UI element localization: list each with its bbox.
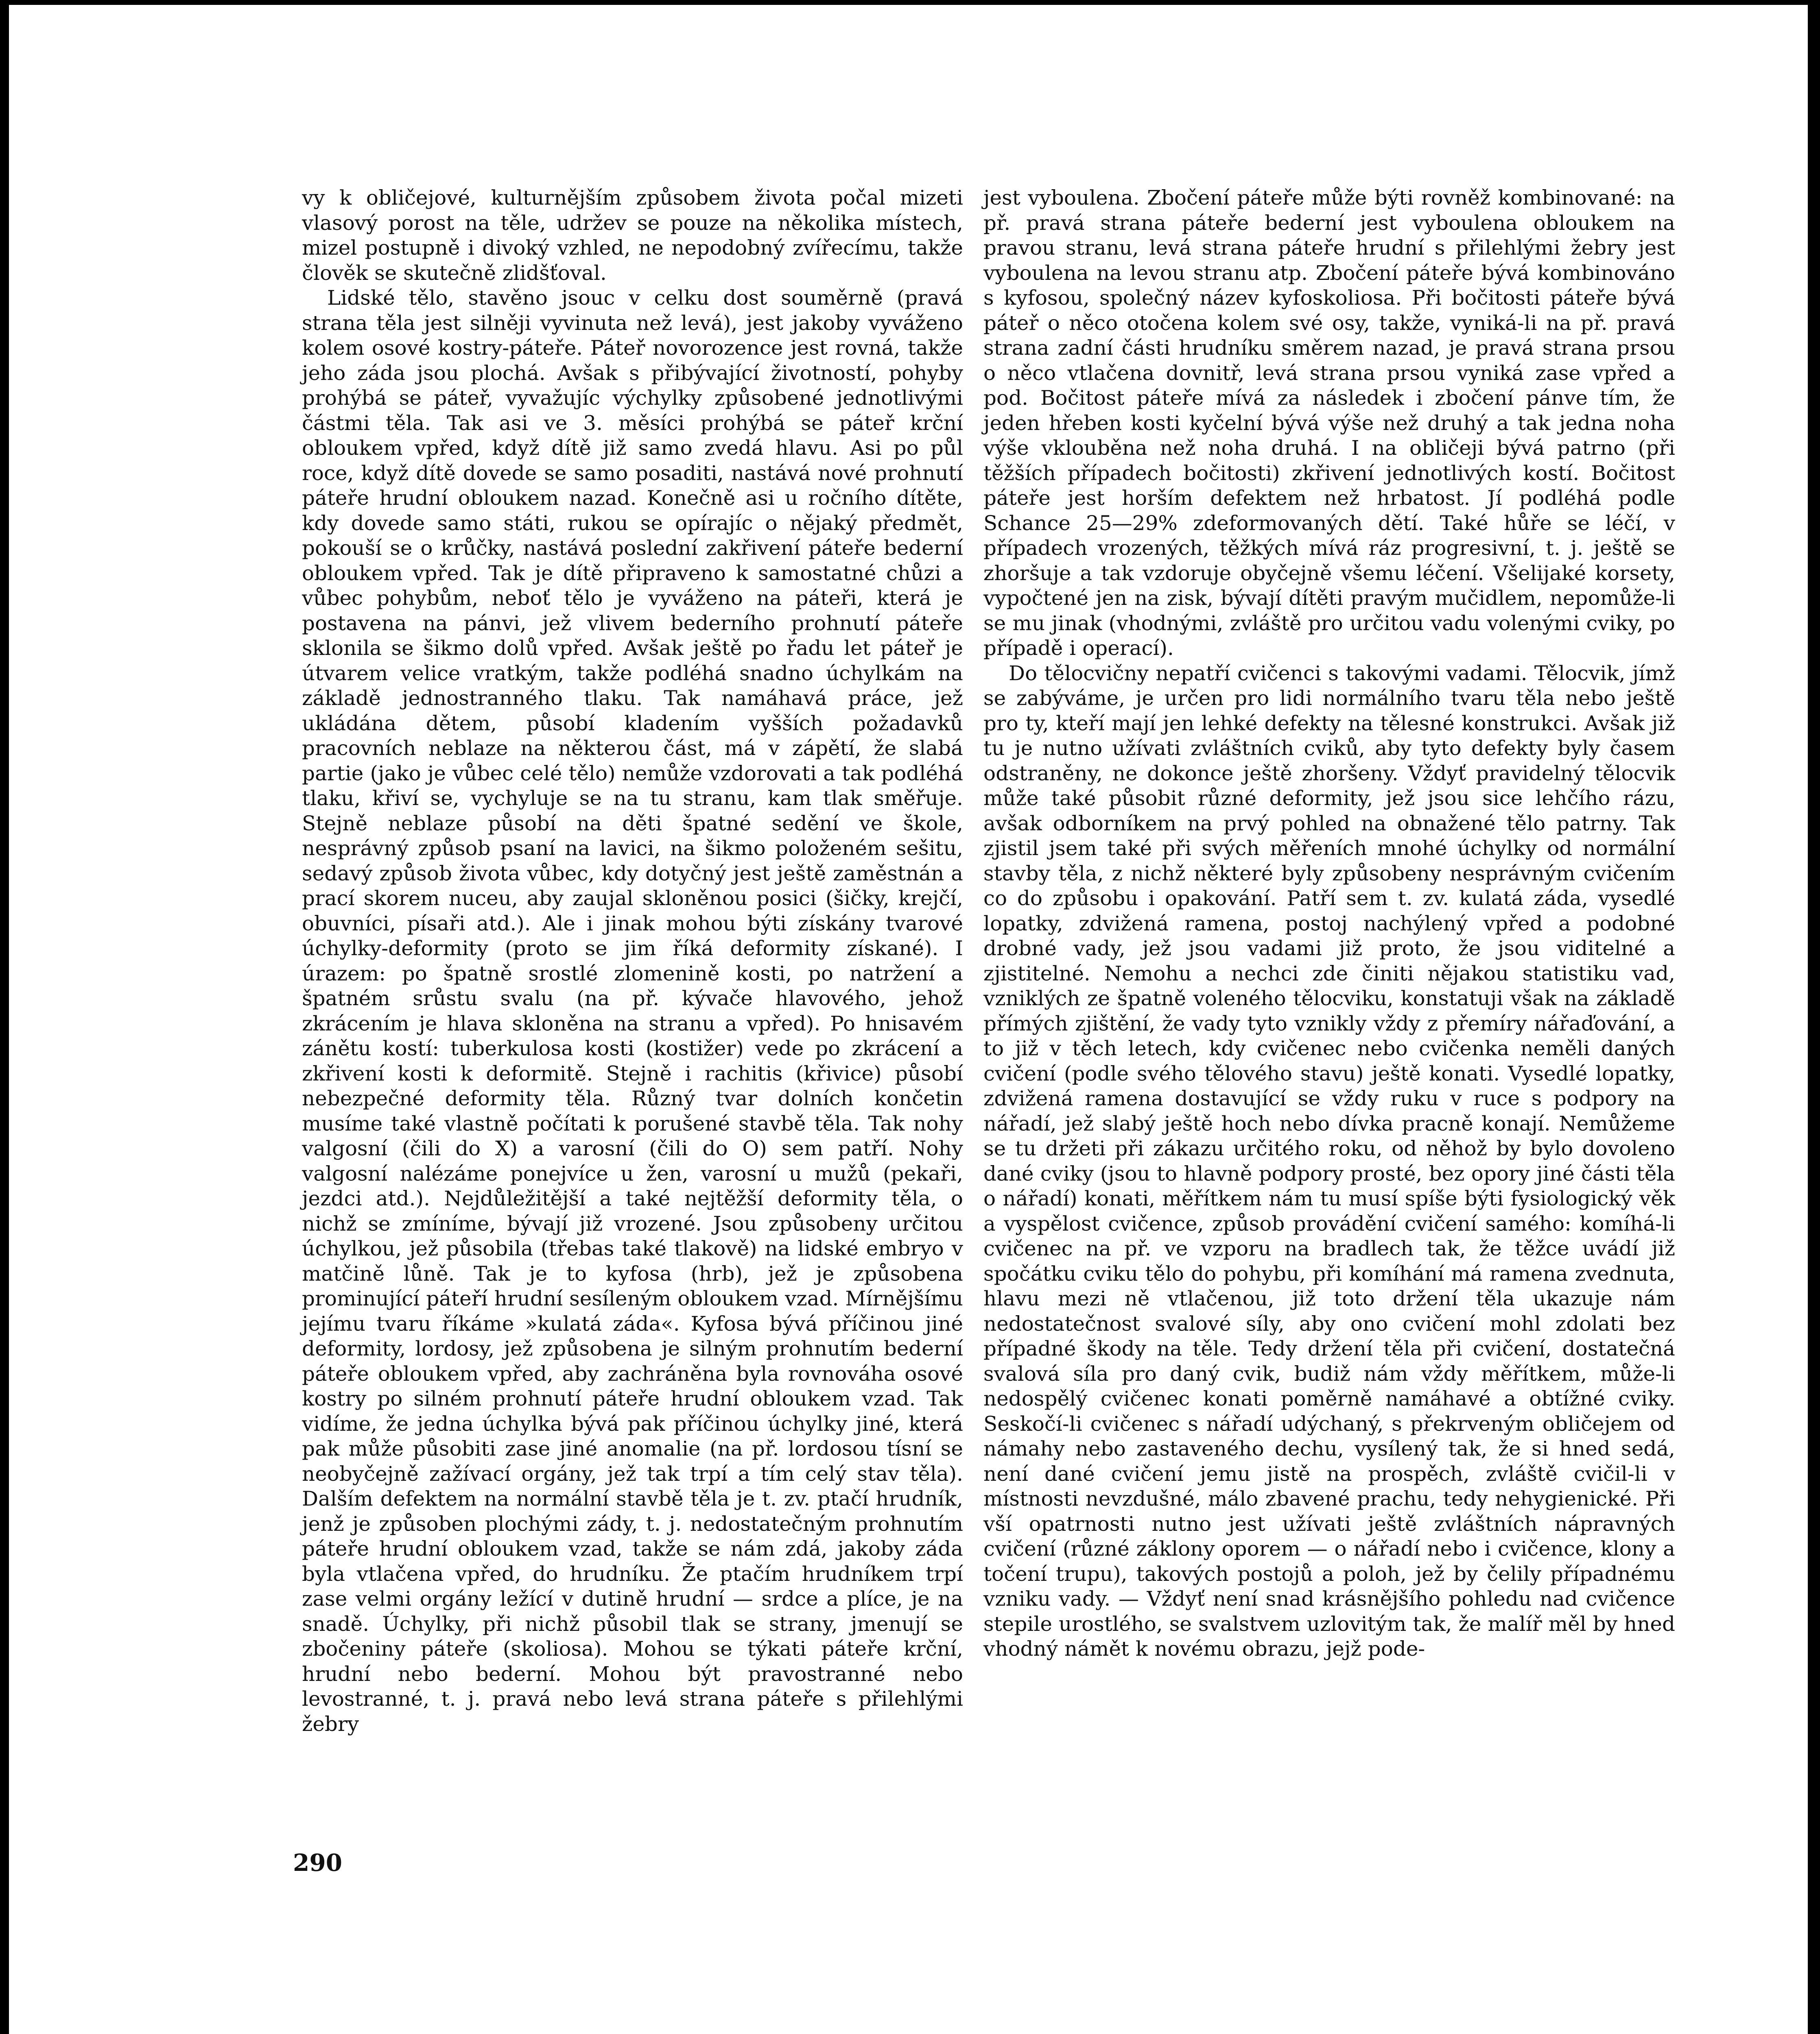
paragraph: jest vyboulena. Zbočení páteře může býti rovněž kombinované: na př. pravá strana páteře bederní jest vyboulena obloukem na pravou stranu, levá strana páteře hrudní s přilehlými žebry jest vyboulena na levou stranu atp. Zbočení páteře bývá kombinováno s kyfosou, společný název kyfoskoliosa. Při bočitosti páteře bývá páteř o něco otočena kolem své osy, takže, vyniká-li na př. pravá strana zadní části hrudníku směrem nazad, je pravá strana prsou o něco vtlačena dovnitř, levá strana prsou vyniká zase vpřed a pod. Bočitost páteře mívá za následek i zbočení pánve tím, že jeden hřeben kosti kyčelní bývá výše než druhý a tak jedna noha výše vklouběna než noha druhá. I na obličeji bývá patrno (při těžších případech bočitosti) zkřivení jednotlivých kostí. Bočitost páteře jest horším defektem než hrbatost. Jí podléhá podle Schance 25—29% zdeformovaných dětí. Také hůře se léčí, v případech vrozených, těžkých mívá ráz progresivní, t. j. ještě se zhoršuje a tak vzdoruje obyčejně všemu léčení. Všelijaké korsety, vypočtené jen na zisk, bývají dítěti pravým mučidlem, nepomůže-li se mu jinak (vhodnými, zvláště pro určitou vadu volenými cviky, po případě i operací).: [983, 186, 1675, 660]
page-number: 290: [293, 1849, 343, 1877]
right-column: [983, 186, 1675, 1662]
paragraph: vy k obličejové, kulturnějším způsobem života počal mizeti vlasový porost na těle, udržev se pouze na několika místech, mizel postupně i divoký vzhled, ne nepodobný zvířecímu, takže člověk se skutečně zlidšťoval.: [302, 186, 963, 285]
paragraph: Do tělocvičny nepatří cvičenci s takovými vadami. Tělocvik, jímž se zabýváme, je určen pro lidi normálního tvaru těla nebo ještě pro ty, kteří mají jen lehké defekty na tělesné konstrukci. Avšak již tu je nutno užívati zvláštních cviků, aby tyto defekty byly časem odstraněny, ne dokonce ještě zhoršeny. Vždyť pravidelný tělocvik může také působit různé deformity, jež jsou sice lehčího rázu, avšak odborníkem na prvý pohled na obnažené tělo patrny. Tak zjistil jsem také při svých měřeních mnohé úchylky od normální stavby těla, z nichž některé byly způsobeny nesprávným cvičením co do způsobu i opakování. Patří sem t. zv. kulatá záda, vysedlé lopatky, zdvižená ramena, postoj nachýlený vpřed a podobné drobné vady, jež jsou vadami již proto, že jsou viditelné a zjistitelné. Nemohu a nechci zde činiti nějakou statistiku vad, vzniklých ze špatně voleného tělocviku, konstatuji však na základě přímých zjištění, že vady tyto vznikly vždy z přemíry nářaďování, a to již v těch letech, kdy cvičenec nebo cvičenka neměli daných cvičení (podle svého tělového stavu) ještě konati. Vysedlé lopatky, zdvižená ramena dostavující se vždy ruku v ruce s podpory na nářadí, jež slabý ještě hoch nebo dívka pracně konají. Nemůžeme se tu držeti při zákazu určitého roku, od něhož by bylo dovoleno dané cviky (jsou to hlavně podpory prosté, bez opory jiné části těla o nářadí) konati, měřítkem nám tu musí spíše býti fysiologický věk a vyspělost cvičence, způsob provádění cvičení samého: komíhá-li cvičenec na př. ve vzporu na bradlech tak, že těžce uvádí již spočátku cviku tělo do pohybu, při komíhání má ramena zvednuta, hlavu mezi ně vtlačenou, již toto držení těla ukazuje nám nedostatečnost svalové síly, aby ono cvičení mohl zdolati bez případné škody na těle. Tedy držení těla při cvičení, dostatečná svalová síla pro daný cvik, budiž nám vždy měřítkem, může-li nedospělý cvičenec konati poměrně namáhavé a obtížné cviky. Seskočí-li cvičenec s nářadí udýchaný, s překrveným obličejem od námahy nebo zastaveného dechu, vysílený tak, že si hned sedá, není dané cvičení jemu jistě na prospěch, zvláště cvičil-li v místnosti nevzdušné, málo zbavené prachu, tedy nehygienické. Při vší opatrnosti nutno jest užívati ještě zvláštních nápravných cvičení (různé záklony oporem — o nářadí nebo i cvičence, klony a točení trupu), takových postojů a poloh, jež by čelily případnému vzniku vady. — Vždyť není snad krásnějšího pohledu nad cvičence stepile urostlého, se svalstvem uzlovitým tak, že malíř měl by hned vhodný námět k novému obrazu, jejž pode-: [983, 661, 1675, 1661]
left-column: [302, 186, 963, 1737]
paragraph: Lidské tělo, stavěno jsouc v celku dost souměrně (pravá strana těla jest silněji vyvinuta než levá), jest jakoby vyváženo kolem osové kostry-páteře. Páteř novorozence jest rovná, takže jeho záda jsou plochá. Avšak s přibývající životností, pohyby prohýbá se páteř, vyvažujíc výchylky způsobené jednotlivými částmi těla. Tak asi ve 3. měsíci prohýbá se páteř krční obloukem vpřed, když dítě již samo zvedá hlavu. Asi po půl roce, když dítě dovede se samo posaditi, nastává nové prohnutí páteře hrudní obloukem nazad. Konečně asi u ročního dítěte, kdy dovede samo státi, rukou se opírajíc o nějaký předmět, pokouší se o krůčky, nastává poslední zakřivení páteře bederní obloukem vpřed. Tak je dítě připraveno k samostatné chůzi a vůbec pohybům, neboť tělo je vyváženo na páteři, která je postavena na pánvi, jež vlivem bederního prohnutí páteře sklonila se šikmo dolů vpřed. Avšak ještě po řadu let páteř je útvarem velice vratkým, takže podléhá snadno úchylkám na základě jednostranného tlaku. Tak namáhavá práce, jež ukládána dětem, působí kladením vyšších požadavků pracovních neblaze na některou část, má v zápětí, že slabá partie (jako je vůbec celé tělo) nemůže vzdorovati a tak podléhá tlaku, křiví se, vychyluje se na tu stranu, kam tlak směřuje. Stejně neblaze působí na děti špatné sedění ve škole, nesprávný způsob psaní na lavici, na šikmo položeném sešitu, sedavý způsob života vůbec, kdy dotyčný jest ještě zaměstnán a prací skorem nuceu, aby zaujal skloněnou posici (šičky, krejčí, obuvníci, písaři atd.). Ale i jinak mohou býti získány tvarové úchylky-deformity (proto se jim říká deformity získané). I úrazem: po špatně srostlé zlomenině kosti, po natržení a špatném srůstu svalu (na př. kývače hlavového, jehož zkrácením je hlava skloněna na stranu a vpřed). Po hnisavém zánětu kostí: tuberkulosa kosti (kostižer) vede po zkrácení a zkřivení kosti k deformitě. Stejně i rachitis (křivice) působí nebezpečné deformity těla. Různý tvar dolních končetin musíme také vlastně počítati k porušené stavbě těla. Tak nohy valgosní (čili do X) a varosní (čili do O) sem patří. Nohy valgosní nalézáme ponejvíce u žen, varosní u mužů (pekaři, jezdci atd.). Nejdůležitější a také nejtěžší deformity těla, o nichž se zmíníme, bývají již vrozené. Jsou způsobeny určitou úchylkou, jež působila (třebas také tlakově) na lidské embryo v matčině lůně. Tak je to kyfosa (hrb), jež je způsobena prominující páteří hrudní sesíleným obloukem vzad. Mírnějšímu jejímu tvaru říkáme »kulatá záda«. Kyfosa bývá příčinou jiné deformity, lordosy, jež způsobena je silným prohnutím bederní páteře obloukem vpřed, aby zachráněna byla rovnováha osové kostry po silném prohnutí páteře hrudní obloukem vzad. Tak vidíme, že jedna úchylka bývá pak příčinou úchylky jiné, která pak může působiti zase jiné anomalie (na př. lordosou tísní se neobyčejně zažívací orgány, jež tak trpí a tím celý stav těla). Dalším defektem na normální stavbě těla je t. zv. ptačí hrudník, jenž je způsoben plochými zády, t. j. nedostatečným prohnutím páteře hrudní obloukem vzad, takže se nám zdá, jakoby záda byla vtlačena vpřed, do hrudníku. Že ptačím hrudníkem trpí zase velmi orgány ležící v dutině hrudní — srdce a plíce, je na snadě. Úchylky, při nichž působil tlak se strany, jmenují se zbočeniny páteře (skoliosa). Mohou se týkati páteře krční, hrudní nebo bederní. Mohou být pravostranné nebo levostranné, t. j. pravá nebo levá strana páteře s přilehlými žebry: [302, 286, 963, 1736]
